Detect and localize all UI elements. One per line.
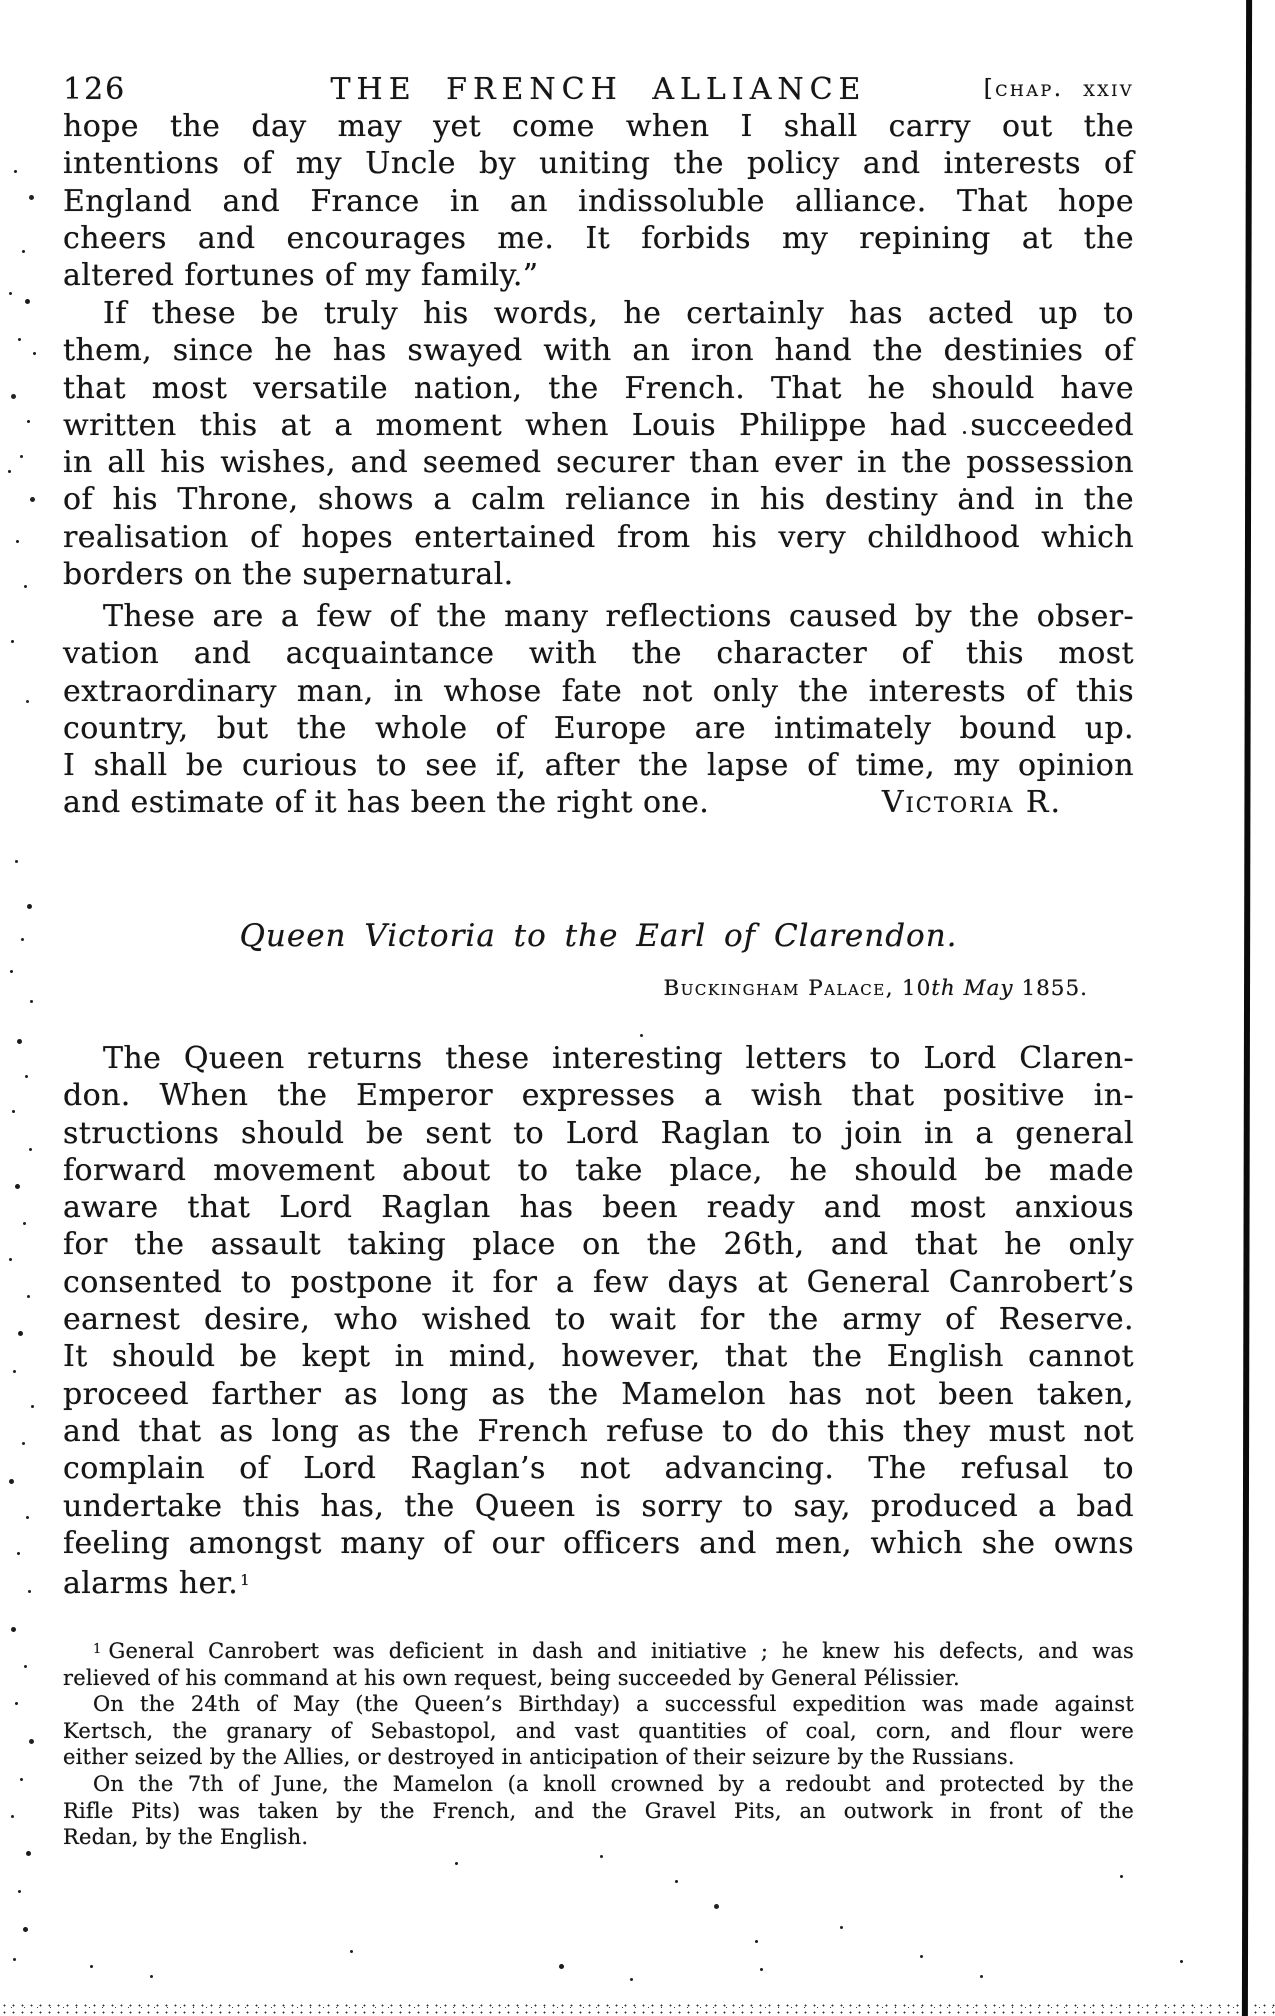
footnote-line — [63, 1637, 1134, 1665]
text-line: either seized by the Allies, or destroyed in anticipation of their seizure by the Russians. — [63, 1745, 1015, 1770]
text-line: them, since he has swayed with an iron hand the destinies of — [63, 333, 1134, 369]
text-line: that most versatile nation, the French. That he should have — [63, 370, 1134, 406]
page-number: 126 — [63, 72, 127, 107]
letter-place: Buckingham Palace, — [663, 976, 895, 1001]
text-line: On the 7th of June, the Mamelon (a knoll crowned by a redoubt and protected by the — [93, 1771, 1134, 1796]
text-line: relieved of his command at his own request, being succeeded by General Pélissier. — [63, 1665, 960, 1690]
letter-date-month: th May — [931, 976, 1014, 1001]
footnote — [63, 1637, 1134, 1851]
letter-heading: Queen Victoria to the Earl of Clarendon. — [239, 918, 958, 954]
text-line: Kertsch, the granary of Sebastopol, and vast quantities of coal, corn, and flour were — [63, 1718, 1134, 1743]
text-line: cheers and encourages me. It forbids my repining at the — [63, 220, 1134, 256]
text-line: The Queen returns these interesting letters to Lord Claren- — [103, 1041, 1134, 1076]
text-line: earnest desire, who wished to wait for the army of Reserve. — [63, 1302, 1134, 1338]
footnote-paragraph — [63, 1771, 1134, 1851]
text-line: consented to postpone it for a few days at General Canrobert’s — [63, 1264, 1134, 1300]
text-line: and that as long as the French refuse to do this they must not — [63, 1413, 1134, 1449]
text-line: of his Throne, shows a calm reliance in his destiny and in the — [63, 482, 1134, 518]
text-line: country, but the whole of Europe are intimately bound up. — [63, 710, 1134, 746]
text-line: and estimate of it has been the right one. — [63, 785, 710, 821]
text-line: borders on the supernatural. — [63, 557, 514, 593]
letter-date-year: 1855. — [1021, 976, 1088, 1001]
scan-noise-bottom — [0, 0, 3, 3]
text-line: hope the day may yet come when I shall carry out the — [63, 109, 1134, 144]
text-line: realisation of hopes entertained from his very childhood which — [63, 519, 1134, 555]
running-title: THE FRENCH ALLIANCE — [330, 72, 867, 107]
paragraph-continuation — [63, 108, 1134, 294]
text-line: Redan, by the English. — [63, 1825, 309, 1850]
text-line: It should be kept in mind, however, that the English cannot — [63, 1339, 1134, 1375]
text-line: undertake this has, the Queen is sorry to say, produced a bad — [63, 1488, 1134, 1524]
text-line: vation and acquaintance with the character of this most — [63, 636, 1134, 672]
text-line: These are a few of the many reflections caused by the obser- — [103, 599, 1134, 634]
paragraph — [63, 598, 1134, 822]
text-line: structions should be sent to Lord Raglan to join in a general — [63, 1115, 1134, 1151]
footnote-marker: 1 — [93, 1642, 102, 1657]
page-edge-line — [1242, 0, 1252, 2016]
paragraph — [63, 295, 1134, 593]
text-line: don. When the Emperor expresses a wish that positive in- — [63, 1078, 1134, 1114]
text-line: Rifle Pits) was taken by the French, and the Gravel Pits, an outwork in front of the — [63, 1798, 1134, 1823]
text-line: in all his wishes, and seemed securer than ever in the possession — [63, 445, 1134, 481]
text-line: On the 24th of May (the Queen’s Birthday) a successful expedition was made against — [93, 1692, 1134, 1717]
text-line: feeling amongst many of our officers and men, which she owns — [63, 1525, 1134, 1561]
running-header — [63, 72, 1134, 108]
scan-noise-bottom-edge — [0, 2003, 1275, 2016]
text-line: aware that Lord Raglan has been ready and most anxious — [63, 1190, 1134, 1226]
text-line: alarms her. — [63, 1566, 239, 1602]
text-line: extraordinary man, in whose fate not only the interests of this — [63, 673, 1134, 709]
text-line: for the assault taking place on the 26th, and that he only — [63, 1227, 1134, 1263]
signature-line — [63, 784, 1134, 821]
text-line: If these be truly his words, he certainly has acted up to — [103, 296, 1134, 331]
text-line: written this at a moment when Louis Philippe had succeeded — [63, 407, 1134, 443]
letter-body — [63, 1040, 1134, 1602]
text-line: forward movement about to take place, he should be made — [63, 1152, 1134, 1188]
letter-dateline — [63, 976, 1134, 1001]
chapter-marker: [chap. xxiv — [983, 76, 1134, 102]
text-line: General Canrobert was deficient in dash and initiative ; he knew his defects, and was — [108, 1639, 1134, 1663]
text-line: complain of Lord Raglan’s not advancing. The refusal to — [63, 1451, 1134, 1487]
footnote-reference: 1 — [240, 1571, 251, 1590]
text-line: intentions of my Uncle by uniting the policy and interests of — [63, 146, 1134, 182]
text-line: I shall be curious to see if, after the lapse of time, my opinion — [63, 748, 1134, 784]
text-line: altered fortunes of my family.” — [63, 258, 539, 294]
letter-date-day: 10 — [901, 976, 932, 1001]
text-line — [63, 1562, 1134, 1602]
footnote-paragraph — [63, 1691, 1134, 1771]
text-line: England and France in an indissoluble alliance. That hope — [63, 183, 1134, 219]
signature: Victoria R. — [881, 785, 1062, 821]
text-line: proceed farther as long as the Mamelon has not been taken, — [63, 1376, 1134, 1412]
